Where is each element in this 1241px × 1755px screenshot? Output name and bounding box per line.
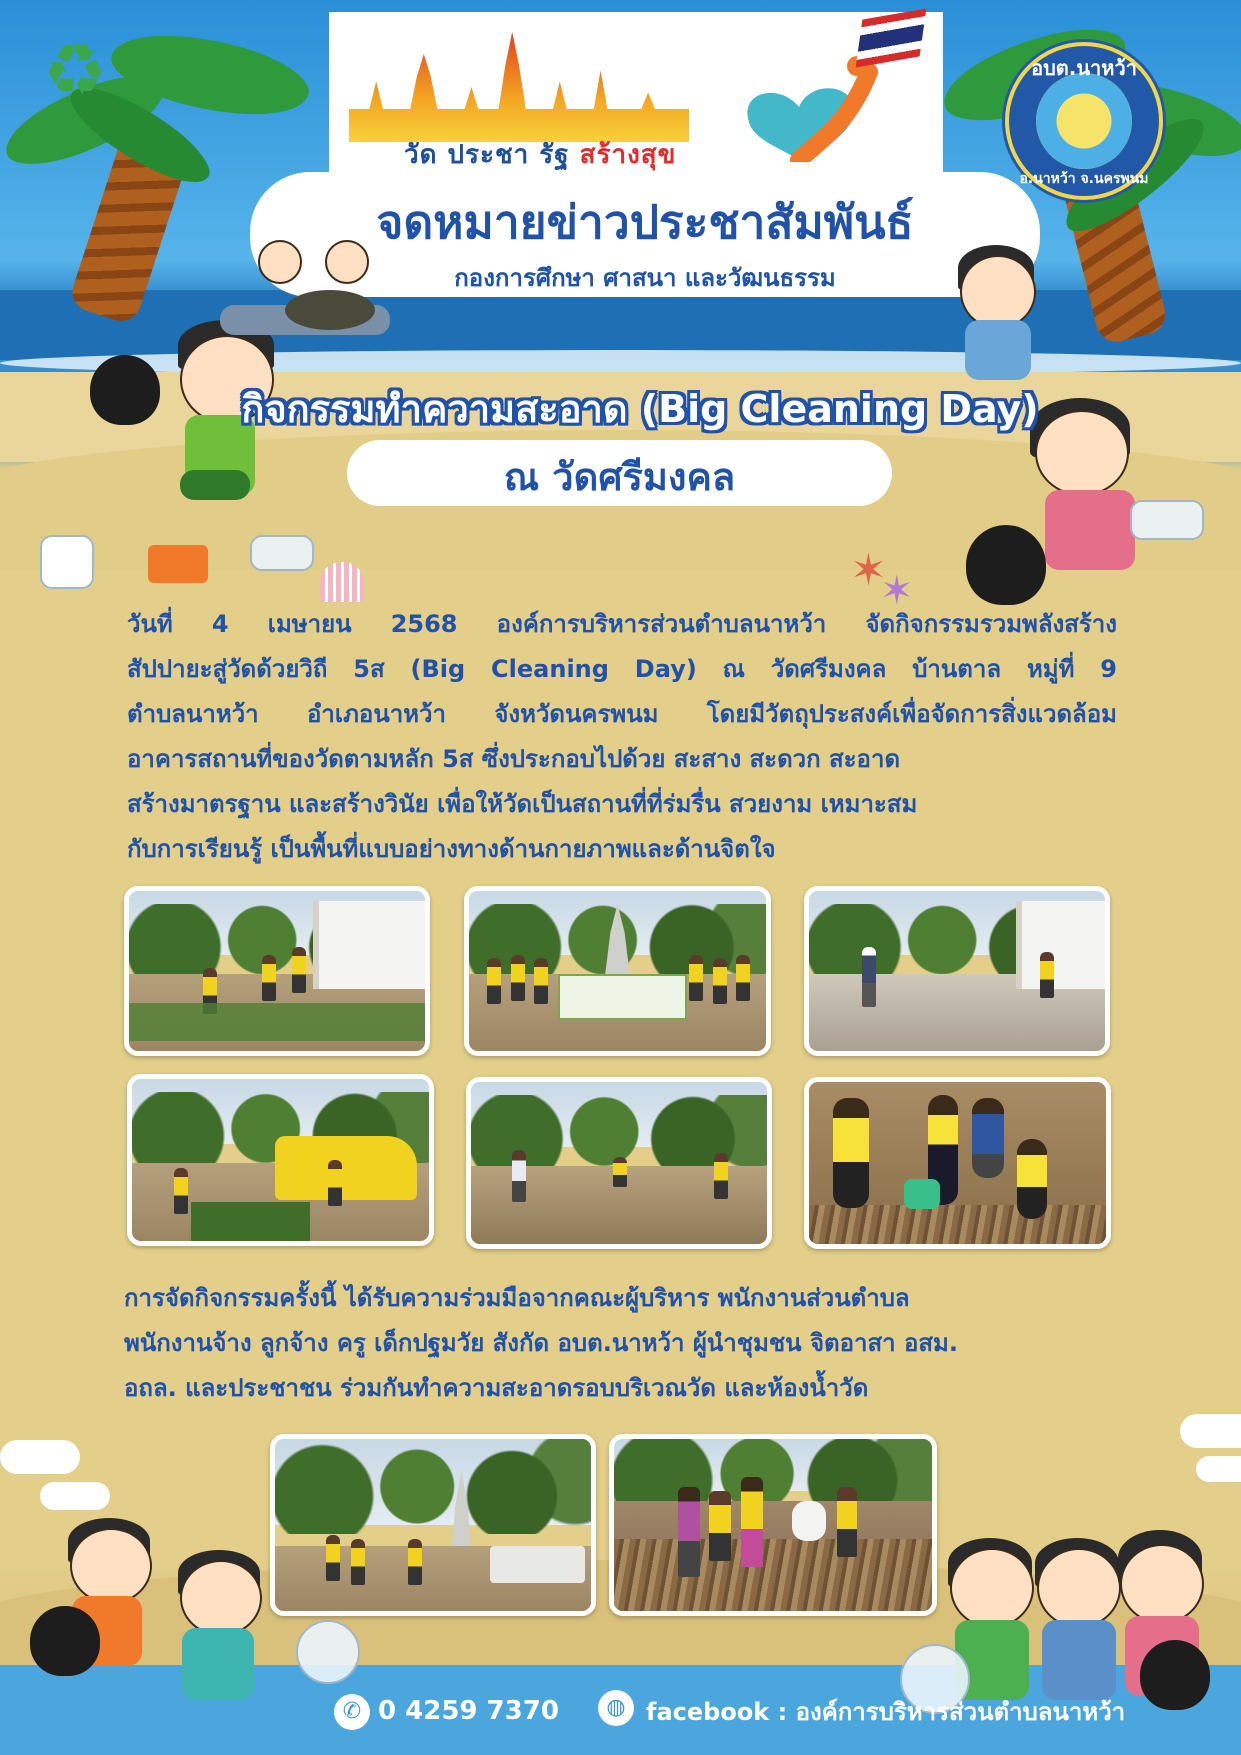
page-title: จดหมายข่าวประชาสัมพันธ์: [376, 195, 914, 249]
paragraph-line: การจัดกิจกรรมครั้งนี้ ได้รับความร่วมมือจากคณะผู้บริหาร พนักงานส่วนตำบล: [124, 1284, 910, 1312]
temple-skyline-logo: [349, 32, 689, 142]
paragraph-line: วันที่ 4 เมษายน 2568 องค์การบริหารส่วนตำบลนาหว้า จัดกิจกรรมรวมพลังสร้าง: [127, 610, 1117, 638]
paragraph-line: ตำบลนาหว้า อำเภอนาหว้า จังหวัดนครพนม โดยมีวัตถุประสงค์เพื่อจัดการสิ่งแวดล้อม: [127, 700, 1117, 728]
photo-yellow-truck: [127, 1074, 434, 1246]
venue-text: ณ วัดศรีมงคล: [503, 455, 736, 499]
photo-group-banner: [464, 886, 771, 1056]
footer-phone: 0 4259 7370: [378, 1696, 559, 1726]
seal-emblem-icon: [1036, 73, 1132, 169]
paragraph-cooperation: [124, 1276, 1114, 1411]
paragraph-line: สร้างมาตรฐาน และสร้างวินัย เพื่อให้วัดเป็นสถานที่ที่ร่มรื่น สวยงาม เหมาะสม: [127, 790, 918, 818]
photo-collecting-leaves: [609, 1434, 937, 1616]
photo-cleaning-1: [124, 886, 430, 1056]
activity-title: กิจกรรมทำความสะอาด (Big Cleaning Day): [241, 387, 1039, 431]
cloud: [40, 1482, 110, 1510]
logo-slogan: วัด ประชา รัฐ สร้างสุข: [404, 140, 677, 170]
paragraph-line: กับการเรียนรู้ เป็นพื้นที่แบบอย่างทางด้านกายภาพและด้านจิตใจ: [127, 835, 776, 863]
seal-bottom-text: อ.นาหว้า จ.นครพนม: [1019, 171, 1149, 187]
paragraph-intro: [127, 602, 1117, 872]
paragraph-line: อาคารสถานที่ของวัดตามหลัก 5ส ซึ่งประกอบไปด้วย สะสาง สะดวก สะอาด: [127, 745, 901, 773]
cloud: [1196, 1456, 1241, 1482]
paragraph-line: สัปปายะสู่วัดด้วยวิถี 5ส (Big Cleaning Day) ณ วัดศรีมงคล บ้านตาล หมู่ที่ 9: [127, 655, 1117, 683]
recycle-icon: ♻: [42, 28, 108, 112]
paragraph-line: พนักงานจ้าง ลูกจ้าง ครู เด็กปฐมวัย สังกัด อบต.นาหว้า ผู้นำชุมชน จิตอาสา อสม.: [124, 1329, 958, 1357]
phone-icon: ✆: [334, 1694, 370, 1730]
photo-temple-grounds: [270, 1434, 596, 1616]
cloud: [1180, 1414, 1241, 1448]
photo-sweeping-path: [804, 886, 1110, 1056]
starfish-purple-icon: ✶: [880, 568, 914, 614]
organization-seal: [1005, 42, 1163, 200]
page-subtitle: กองการศึกษา ศาสนา และวัฒนธรรม: [454, 264, 836, 292]
cloud: [0, 1440, 80, 1474]
globe-icon: ◍: [598, 1690, 634, 1726]
starfish-icon: ✶: [850, 545, 887, 596]
paragraph-line: อถล. และประชาชน ร่วมกันทำความสะอาดรอบบริเวณวัด และห้องน้ำวัด: [124, 1374, 869, 1402]
seal-top-text: อบต.นาหว้า: [1031, 56, 1137, 80]
heart-logo-icon: [729, 52, 879, 162]
footer-facebook[interactable]: facebook : องค์การบริหารส่วนตำบลนาหว้า: [646, 1698, 1126, 1726]
thai-flag-icon: [856, 8, 927, 67]
photo-trimming-grass: [466, 1077, 772, 1249]
logo-card: [329, 12, 943, 172]
photo-children-cleaning: [804, 1077, 1111, 1249]
